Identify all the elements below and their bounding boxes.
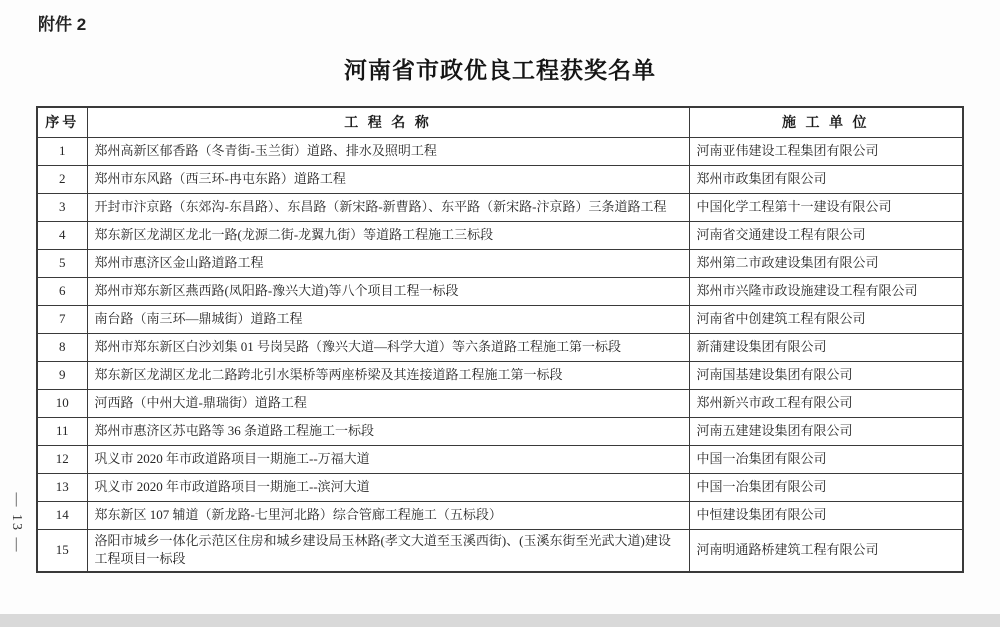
contractor-cell: 郑州市政集团有限公司 — [689, 165, 963, 193]
col-header-project: 工 程 名 称 — [87, 107, 689, 137]
table-body — [37, 137, 963, 572]
awards-table — [36, 106, 964, 573]
row-index-cell: 6 — [37, 277, 87, 305]
row-index-cell: 1 — [37, 137, 87, 165]
row-index-cell: 13 — [37, 473, 87, 501]
project-name-cell: 郑州市惠济区苏屯路等 36 条道路工程施工一标段 — [87, 417, 689, 445]
row-index-cell: 14 — [37, 501, 87, 529]
project-name-cell: 开封市汴京路（东郊沟-东昌路）、东昌路（新宋路-新曹路）、东平路（新宋路-汴京路）三条道路工程 — [87, 193, 689, 221]
project-name-cell: 洛阳市城乡一体化示范区住房和城乡建设局玉林路(孝文大道至玉溪西街)、(玉溪东街至光武大道)建设工程项目一标段 — [87, 529, 689, 572]
table-row — [37, 501, 963, 529]
row-index-cell: 4 — [37, 221, 87, 249]
contractor-cell: 郑州市兴隆市政设施建设工程有限公司 — [689, 277, 963, 305]
row-index-cell: 7 — [37, 305, 87, 333]
contractor-cell: 郑州新兴市政工程有限公司 — [689, 389, 963, 417]
project-name-cell: 郑州市郑东新区白沙刘集 01 号岗吴路（豫兴大道—科学大道）等六条道路工程施工第一标段 — [87, 333, 689, 361]
row-index-cell: 5 — [37, 249, 87, 277]
contractor-cell: 河南五建建设集团有限公司 — [689, 417, 963, 445]
row-index-cell: 9 — [37, 361, 87, 389]
row-index-cell: 3 — [37, 193, 87, 221]
contractor-cell: 河南省中创建筑工程有限公司 — [689, 305, 963, 333]
project-name-cell: 郑东新区 107 辅道（新龙路-七里河北路）综合管廊工程施工（五标段） — [87, 501, 689, 529]
table-row — [37, 445, 963, 473]
contractor-cell: 河南省交通建设工程有限公司 — [689, 221, 963, 249]
project-name-cell: 郑东新区龙湖区龙北二路跨北引水渠桥等两座桥梁及其连接道路工程施工第一标段 — [87, 361, 689, 389]
table-row — [37, 333, 963, 361]
project-name-cell: 河西路（中州大道-鼎瑞街）道路工程 — [87, 389, 689, 417]
table-row — [37, 389, 963, 417]
table-row — [37, 305, 963, 333]
row-index-cell: 8 — [37, 333, 87, 361]
col-header-index: 序号 — [37, 107, 87, 137]
contractor-cell: 中国化学工程第十一建设有限公司 — [689, 193, 963, 221]
row-index-cell: 15 — [37, 529, 87, 572]
page-number: — 13 — — [9, 492, 24, 554]
scan-edge-strip — [0, 614, 1000, 627]
project-name-cell: 郑州市东风路（西三环-冉屯东路）道路工程 — [87, 165, 689, 193]
contractor-cell: 新蒲建设集团有限公司 — [689, 333, 963, 361]
contractor-cell: 中国一冶集团有限公司 — [689, 445, 963, 473]
project-name-cell: 巩义市 2020 年市政道路项目一期施工--万福大道 — [87, 445, 689, 473]
contractor-cell: 中恒建设集团有限公司 — [689, 501, 963, 529]
table-row — [37, 361, 963, 389]
attachment-label: 附件 2 — [38, 15, 87, 34]
table-header-row — [37, 107, 963, 137]
project-name-cell: 南台路（南三环—鼎城街）道路工程 — [87, 305, 689, 333]
row-index-cell: 10 — [37, 389, 87, 417]
table-row — [37, 193, 963, 221]
project-name-cell: 郑州市惠济区金山路道路工程 — [87, 249, 689, 277]
table-row — [37, 529, 963, 572]
project-name-cell: 巩义市 2020 年市政道路项目一期施工--滨河大道 — [87, 473, 689, 501]
row-index-cell: 11 — [37, 417, 87, 445]
table-row — [37, 473, 963, 501]
project-name-cell: 郑州市郑东新区燕西路(凤阳路-豫兴大道)等八个项目工程一标段 — [87, 277, 689, 305]
contractor-cell: 郑州第二市政建设集团有限公司 — [689, 249, 963, 277]
row-index-cell: 2 — [37, 165, 87, 193]
contractor-cell: 河南国基建设集团有限公司 — [689, 361, 963, 389]
table-row — [37, 165, 963, 193]
row-index-cell: 12 — [37, 445, 87, 473]
table-row — [37, 221, 963, 249]
project-name-cell: 郑东新区龙湖区龙北一路(龙源二街-龙翼九街）等道路工程施工三标段 — [87, 221, 689, 249]
project-name-cell: 郑州高新区郁香路（冬青街-玉兰街）道路、排水及照明工程 — [87, 137, 689, 165]
contractor-cell: 中国一冶集团有限公司 — [689, 473, 963, 501]
table-row — [37, 417, 963, 445]
page-title: 河南省市政优良工程获奖名单 — [344, 57, 656, 83]
col-header-contractor: 施 工 单 位 — [689, 107, 963, 137]
contractor-cell: 河南明通路桥建筑工程有限公司 — [689, 529, 963, 572]
contractor-cell: 河南亚伟建设工程集团有限公司 — [689, 137, 963, 165]
table-row — [37, 137, 963, 165]
table-row — [37, 249, 963, 277]
table-row — [37, 277, 963, 305]
